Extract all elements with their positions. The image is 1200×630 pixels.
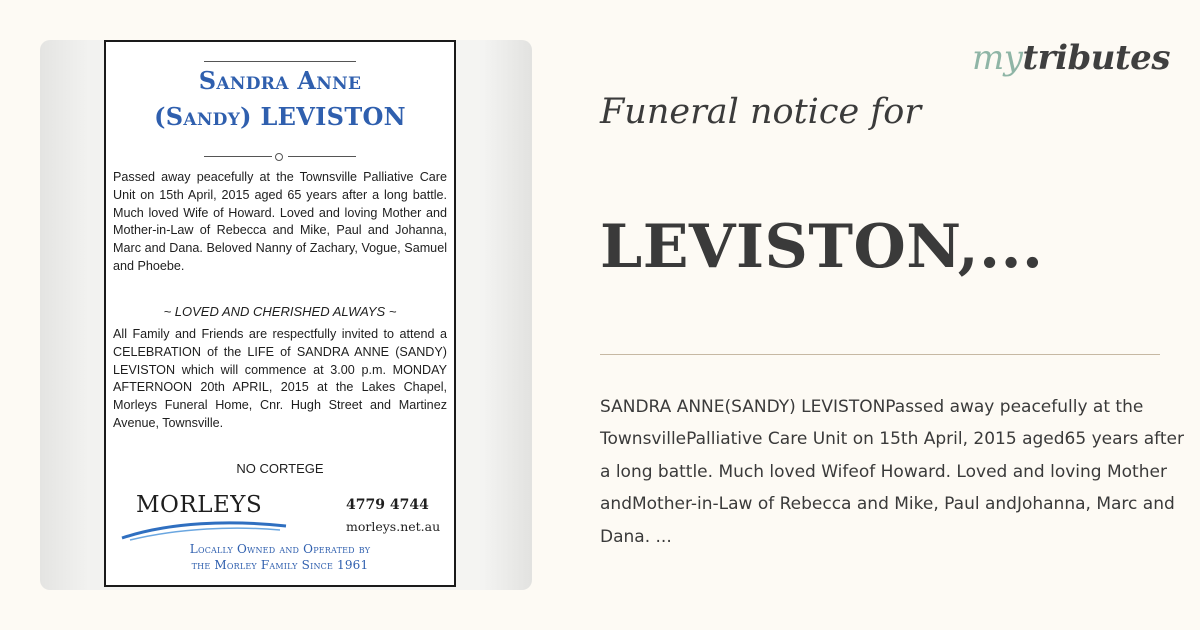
- funeral-notice-kicker: Funeral notice for: [600, 92, 922, 132]
- notice-paragraph-1: Passed away peacefully at the Townsville Palliative Care Unit on 15th April, 2015 aged 65 years after a long battle. Much loved Wife of Howard. Loved and loving Mother and Mother-in-Law of Rebecca and Mike, Paul and Johanna, Marc and Dana. Beloved Nanny of Zachary, Vogue, Samuel and Phoebe.: [113, 170, 447, 273]
- notice-summary: SANDRA ANNE(SANDY) LEVISTONPassed away peacefully at the TownsvillePalliative Care Unit on 15th April, 2015 aged65 years after a long battle. Much loved Wifeof Howard. Loved and loving Mother andMother-in-Law of Rebecca and Mike, Paul andJohanna, Marc and Dana. ...: [600, 397, 1184, 547]
- notice-name-line1: Sandra Anne: [198, 66, 362, 95]
- mytributes-logo[interactable]: [972, 38, 1170, 78]
- notice-card: [104, 40, 456, 587]
- funeral-home-phone: 4779 4744: [346, 497, 429, 513]
- notice-name-line2: (Sandy) LEVISTON: [154, 102, 406, 131]
- tagline-line2: the Morley Family Since 1961: [191, 558, 369, 572]
- deceased-surname: LEVISTON,...: [600, 212, 1044, 282]
- tagline-line1: Locally Owned and Operated by: [189, 542, 371, 556]
- swoosh-icon: [120, 516, 288, 542]
- funeral-home-website: morleys.net.au: [346, 519, 441, 534]
- no-cortege-line: NO CORTEGE: [236, 461, 324, 476]
- notice-paragraph-2: All Family and Friends are respectfully invited to attend a CELEBRATION of the LIFE of SANDRA ANNE (SANDY) LEVISTON which will commence at 3.00 p.m. MONDAY AFTERNOON 20th APRIL, 2015 at the Lakes Chapel, Morleys Funeral Home, Cnr. Hugh Street and Martinez Avenue, Townsville.: [113, 327, 447, 430]
- funeral-notice-image: [40, 40, 532, 590]
- top-rule: [204, 61, 356, 62]
- loved-cherished-line: ~ LOVED AND CHERISHED ALWAYS ~: [163, 304, 397, 319]
- brand-my: my: [972, 38, 1023, 78]
- section-divider: [600, 354, 1160, 355]
- ornament-divider: [204, 153, 356, 161]
- brand-tributes: tributes: [1022, 38, 1170, 78]
- morleys-logo: [120, 492, 288, 542]
- morleys-wordmark: MORLEYS: [136, 492, 263, 518]
